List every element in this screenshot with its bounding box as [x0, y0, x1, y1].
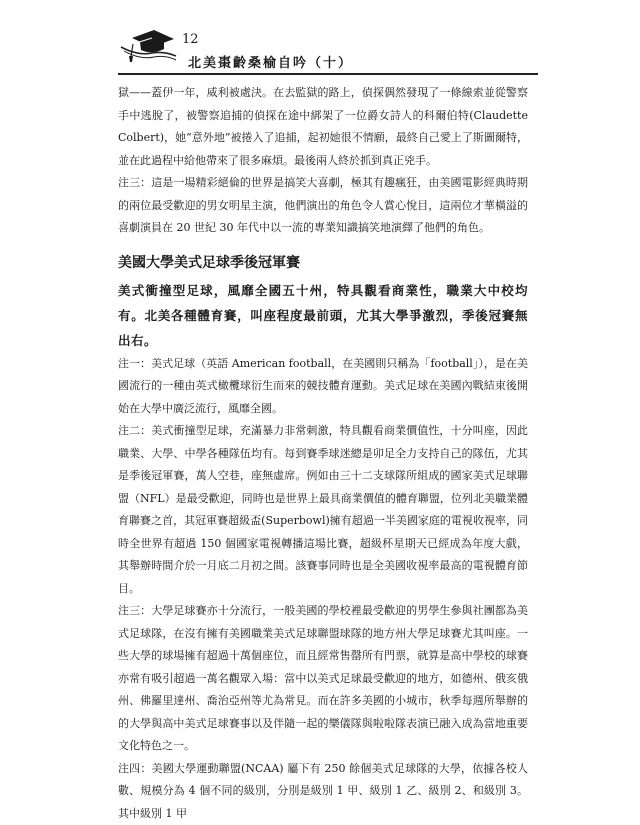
section-heading: 美國大學美式足球季後冠軍賽	[118, 252, 528, 274]
note-3: 注三：大學足球賽亦十分流行，一般美國的學校裡最受歡迎的男學生參與社團都為美式足球隊，在沒有擁有美國職業美式足球聯盟球隊的地方州大學足球賽尤其叫座。一些大學的球場擁有超過十萬個座位，而且經常售罄所有門票，就算是高中學校的球賽亦常有吸引超過一萬名觀眾入場：當中以美式足球最受歡迎的地方，如德州、俄亥俄州、佛羅里達州、喬治亞州等尤為常見。而在許多美國的小城市，秋季每週所舉辦的的大學與高中美式足球賽事以及伴隨一起的樂儀隊與啦啦隊表演已融入成為當地重要文化特色之一。	[118, 600, 528, 758]
page-number: 12	[182, 32, 199, 47]
page-header	[118, 18, 538, 78]
page-body	[118, 82, 528, 825]
note-4: 注四：美國大學運動聯盟(NCAA) 屬下有 250 餘個美式足球隊的大學，依據各校人數、規模分為 4 個不同的級別，分別是級別 1 甲、級別 1 乙、級別 2、和級別 3。其中級別 1 甲	[118, 758, 528, 825]
paragraph: 獄——蓋伊一年，威利被處決。在去監獄的路上，偵探偶然發現了一條線索並從警察手中逃脫了，被警察追捕的偵探在途中綁架了一位爵女詩人的科爾伯特(Claudette Colbert)，她“意外地”被捲入了追捕，起初她很不情願，最終自己愛上了斯圖爾特，並在此過程中給他帶來了很多麻煩。最後兩人終於抓到真正兇手。	[118, 82, 528, 172]
header-rule	[118, 73, 538, 75]
note-1: 注一：美式足球（英語 American football，在美國則只稱為「football」），是在美國流行的一種由英式橄欖球衍生而來的競技體育運動。美式足球在美國內戰結束後開始在大學中廣泛流行，風靡全國。	[118, 353, 528, 421]
intro-verse: 美式衝撞型足球，風靡全國五十州，特具觀看商業性，職業大中校均有。北美各種體育賽，叫座程度最前頭，尤其大學爭激烈，季後冠賽無出右。	[118, 278, 528, 353]
note-2: 注二：美式衝撞型足球，充滿暴力非常刺激，特具觀看商業價值性，十分叫座，因此職業、大學、中學各種隊伍均有。每到賽季球迷總是卯足全力支持自己的隊伍，尤其是季後冠軍賽，萬人空巷，座無虛席。例如由三十二支球隊所組成的國家美式足球聯盟（NFL）是最受歡迎，同時也是世界上最具商業價值的體育聯盟，位列北美職業體育聯賽之首，其冠軍賽超級盃(Superbowl)擁有超過一半美國家庭的電視收視率，同時全世界有超過 150 個國家電視轉播這場比賽，超級杯星期天已經成為年度大戲，其舉辦時間介於一月底二月初之間。該賽事同時也是全美國收視率最高的電視體育節目。	[118, 420, 528, 600]
note-paragraph: 注三：這是一場精彩絕倫的世界是搞笑大喜劇，極其有趣瘋狂，由美國電影經典時期的兩位最受歡迎的男女明星主演，他們演出的角色令人賞心悅目，這兩位才華橫溢的喜劇演員在 20 世紀 30 年代中以一流的專業知識搞笑地演繹了他們的角色。	[118, 172, 528, 240]
running-title: 北美棗齡桑榆自吟（十）	[188, 52, 353, 71]
graduation-cap-icon	[118, 20, 180, 78]
